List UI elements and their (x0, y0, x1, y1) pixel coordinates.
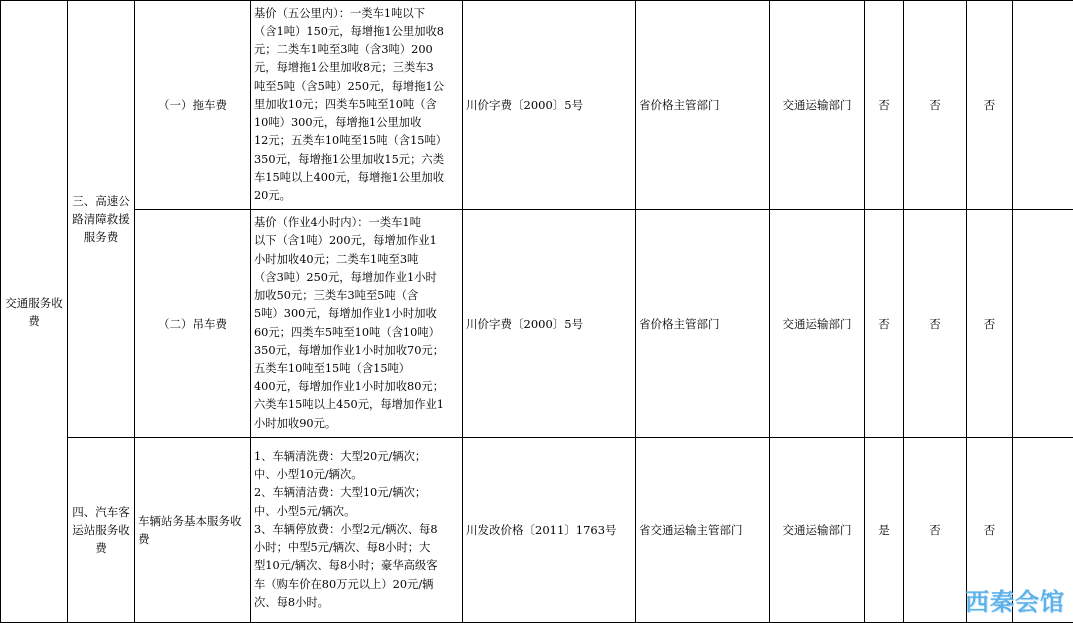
detail-line: 以下（含1吨）200元，每增加作业1 (254, 232, 459, 250)
detail-line: 五类车10吨至15吨（含15吨） (254, 360, 459, 378)
detail-line: 400元，每增加作业1小时加收80元； (254, 378, 459, 396)
item-name-cell: 车辆站务基本服务收费 (135, 438, 251, 623)
item-name-cell: （一）拖车费 (135, 1, 251, 210)
detail-line: 加收50元；三类车3吨至5吨（含 (254, 287, 459, 305)
supervisor-dept-cell: 交通运输部门 (770, 210, 865, 438)
group-name-cell: 四、汽车客运站服务收费 (68, 438, 135, 623)
detail-line: 小时加收90元。 (254, 415, 459, 433)
detail-line: 中、小型10元/辆次。 (254, 466, 459, 484)
flag-cell-2: 否 (904, 1, 967, 210)
supervisor-dept-cell: 交通运输部门 (770, 1, 865, 210)
flag-cell-3: 否 (967, 210, 1013, 438)
detail-line: 车（购车价在80万元以上）20元/辆 (254, 576, 459, 594)
detail-line: 基价（作业4小时内）：一类车1吨 (254, 214, 459, 232)
policy-basis-cell: 川价字费〔2000〕5号 (463, 210, 636, 438)
detail-line: 5吨）300元，每增加作业1小时加收 (254, 305, 459, 323)
detail-line: 元；二类车1吨至3吨（含3吨）200 (254, 41, 459, 59)
detail-line: 次、每8小时。 (254, 594, 459, 612)
detail-line: 吨至5吨（含5吨）250元，每增拖1公 (254, 78, 459, 96)
table-row (1, 438, 1073, 623)
empty-cell (1013, 210, 1073, 438)
flag-cell-2: 否 (904, 210, 967, 438)
detail-line: 车15吨以上400元，每增拖1公里加收 (254, 169, 459, 187)
table-row (1, 210, 1073, 438)
site-watermark: 西秦会馆 (965, 582, 1065, 617)
flag-cell-1: 是 (865, 438, 904, 623)
detail-line: 350元，每增加作业1小时加收70元； (254, 342, 459, 360)
item-name-cell: （二）吊车费 (135, 210, 251, 438)
detail-line: （含3吨）250元，每增加作业1小时 (254, 269, 459, 287)
fee-detail-cell (251, 438, 463, 623)
detail-line: 基价（五公里内）：一类车1吨以下 (254, 5, 459, 23)
pricing-dept-cell: 省交通运输主管部门 (636, 438, 770, 623)
detail-line: 元，每增拖1公里加收8元；三类车3 (254, 59, 459, 77)
detail-line: 2、车辆清洁费：大型10元/辆次； (254, 484, 459, 502)
detail-line: 60元；四类车5吨至10吨（含10吨） (254, 324, 459, 342)
detail-line: （含1吨）150元，每增拖1公里加收8 (254, 23, 459, 41)
group-name-cell: 三、高速公路清障救援服务费 (68, 1, 135, 438)
detail-line: 小时加收40元；二类车1吨至3吨 (254, 251, 459, 269)
detail-line: 型10元/辆次、每8小时；豪华高级客 (254, 557, 459, 575)
detail-line: 1、车辆清洗费：大型20元/辆次； (254, 448, 459, 466)
detail-line: 20元。 (254, 187, 459, 205)
detail-line: 中、小型5元/辆次。 (254, 503, 459, 521)
policy-basis-cell: 川发改价格〔2011〕1763号 (463, 438, 636, 623)
category-cell: 交通服务收费 (1, 1, 68, 623)
detail-line: 小时；中型5元/辆次、每8小时；大 (254, 539, 459, 557)
supervisor-dept-cell: 交通运输部门 (770, 438, 865, 623)
empty-cell (1013, 1, 1073, 210)
pricing-dept-cell: 省价格主管部门 (636, 210, 770, 438)
fee-detail-cell (251, 210, 463, 438)
detail-line: 350元，每增拖1公里加收15元；六类 (254, 151, 459, 169)
flag-cell-3: 否 (967, 438, 1013, 623)
detail-line: 10吨）300元，每增拖1公里加收 (254, 114, 459, 132)
detail-line: 里加收10元；四类车5吨至10吨（含 (254, 96, 459, 114)
table-row (1, 1, 1073, 210)
pricing-dept-cell: 省价格主管部门 (636, 1, 770, 210)
flag-cell-3: 否 (967, 1, 1013, 210)
detail-line: 12元；五类车10吨至15吨（含15吨） (254, 132, 459, 150)
policy-basis-cell: 川价字费〔2000〕5号 (463, 1, 636, 210)
detail-line: 六类车15吨以上450元，每增加作业1 (254, 396, 459, 414)
flag-cell-1: 否 (865, 1, 904, 210)
detail-line: 3、车辆停放费：小型2元/辆次、每8 (254, 521, 459, 539)
fee-detail-cell (251, 1, 463, 210)
flag-cell-2: 否 (904, 438, 967, 623)
flag-cell-1: 否 (865, 210, 904, 438)
